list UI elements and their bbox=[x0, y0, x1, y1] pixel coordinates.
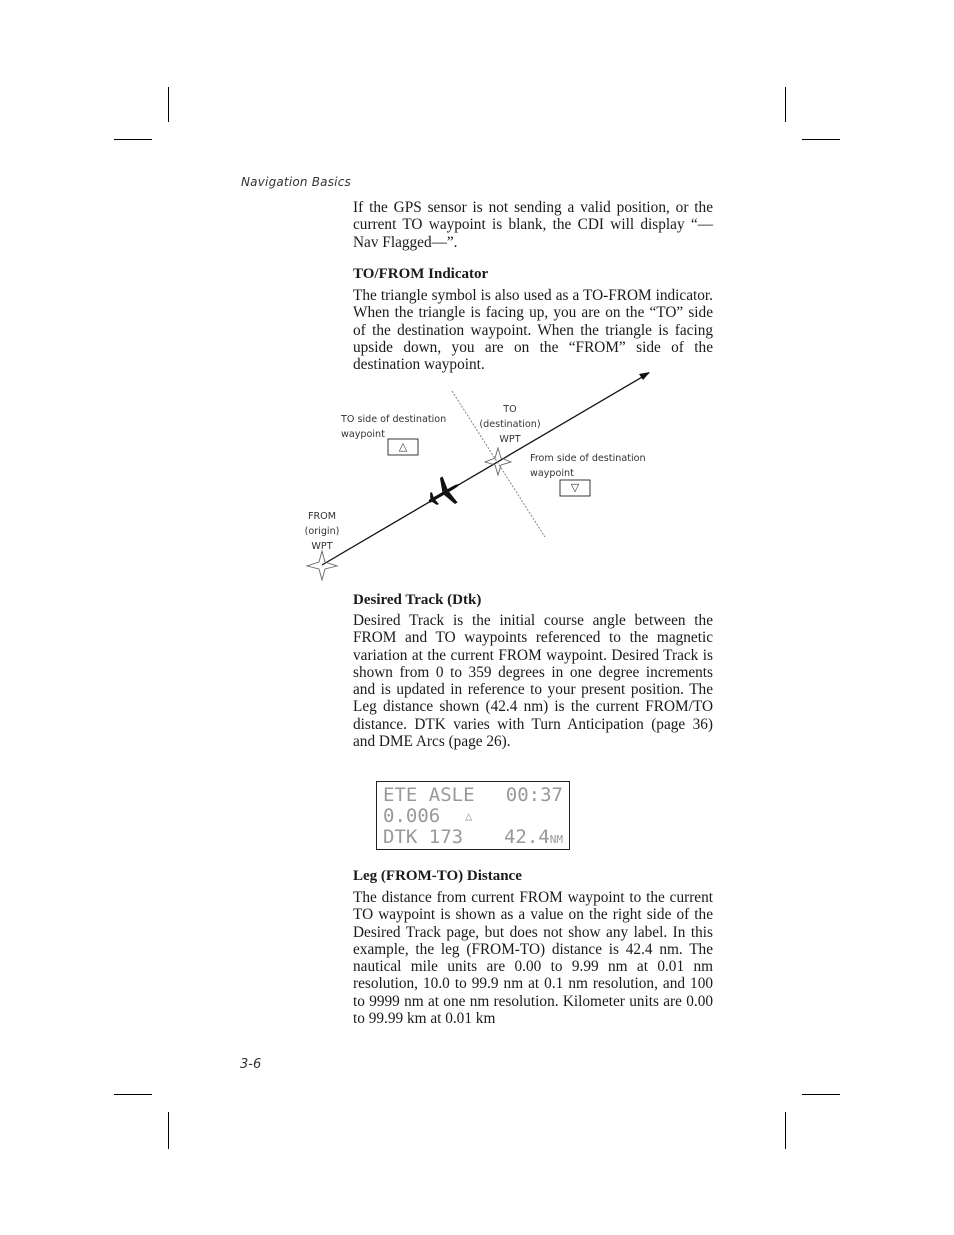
desired-track-display bbox=[376, 781, 570, 850]
paragraph-desired-track: Desired Track is the initial course angle between the FROM and TO waypoints referenced to the magnetic variation at the current FROM waypoint. Desired Track is shown from 0 to 359 degrees in one degree increments and is updated in reference to your present position. The Leg distance shown (42.4 nm) is the current FROM/TO distance. DTK varies with Turn Anticipation (page 36) and DME Arcs (page 26). bbox=[353, 612, 713, 751]
paragraph-to-from: The triangle symbol is also used as a TO-FROM indicator. When the triangle is facing up, you are on the “TO” side of the destination waypoint. When the triangle is facing upside down, you are on the “FROM” side of the destination waypoint. bbox=[353, 287, 713, 374]
from-side-triangle-icon: ▽ bbox=[570, 481, 580, 494]
arrowhead-icon bbox=[639, 372, 650, 380]
lcd-to-triangle-icon: △ bbox=[465, 809, 473, 823]
lcd-cdi-value: 0.006 bbox=[383, 805, 441, 827]
lcd-dtk-value: DTK 173 bbox=[383, 826, 464, 848]
from-side-label: From side of destination waypoint bbox=[530, 453, 646, 479]
crop-mark bbox=[168, 87, 169, 122]
airplane-icon bbox=[422, 471, 467, 514]
heading-to-from-indicator: TO/FROM Indicator bbox=[353, 266, 489, 282]
section-title: Navigation Basics bbox=[241, 175, 351, 189]
lcd-row-2 bbox=[383, 806, 563, 827]
page-number: 3-6 bbox=[240, 1057, 262, 1072]
waypoint-star-icon bbox=[307, 551, 337, 580]
to-side-label: TO side of destination waypoint bbox=[341, 414, 447, 440]
lcd-unit: NM bbox=[549, 833, 563, 846]
to-from-diagram bbox=[295, 365, 665, 585]
to-side-triangle-icon: △ bbox=[398, 440, 408, 453]
heading-leg-distance: Leg (FROM-TO) Distance bbox=[353, 868, 522, 884]
paragraph-nav-flagged: If the GPS sensor is not sending a valid position, or the current TO waypoint is blank, the CDI will display “—Nav Flagged—”. bbox=[353, 199, 713, 251]
crop-mark bbox=[785, 87, 786, 122]
lcd-row-3 bbox=[383, 827, 563, 848]
crop-mark bbox=[114, 139, 152, 140]
heading-desired-track: Desired Track (Dtk) bbox=[353, 592, 482, 608]
lcd-ete-label: ETE ASLE bbox=[383, 784, 475, 806]
to-waypoint-label: TO (destination) WPT bbox=[479, 404, 541, 445]
paragraph-leg-distance: The distance from current FROM waypoint to the current TO waypoint is shown as a value on the right side of the Desired Track page, but does not show any label. In this example, the leg (FROM-TO) distance is 42.4 nm. The nautical mile units are 0.00 to 9.99 nm at 0.01 nm resolution, 10.0 to 99.9 nm at 0.1 nm resolution, and 100 to 9999 nm at one nm resolution. Kilometer units are 0.00 to 99.99 km at 0.01 km bbox=[353, 889, 713, 1028]
crop-mark bbox=[114, 1094, 152, 1095]
crop-mark bbox=[785, 1112, 786, 1149]
crop-mark bbox=[802, 139, 840, 140]
lcd-row-1 bbox=[383, 785, 563, 806]
crop-mark bbox=[168, 1112, 169, 1149]
crop-mark bbox=[802, 1094, 840, 1095]
lcd-leg-distance: 42.4NM bbox=[503, 826, 563, 848]
lcd-ete-value: 00:37 bbox=[505, 784, 563, 806]
from-waypoint-label: FROM (origin) WPT bbox=[304, 511, 340, 552]
